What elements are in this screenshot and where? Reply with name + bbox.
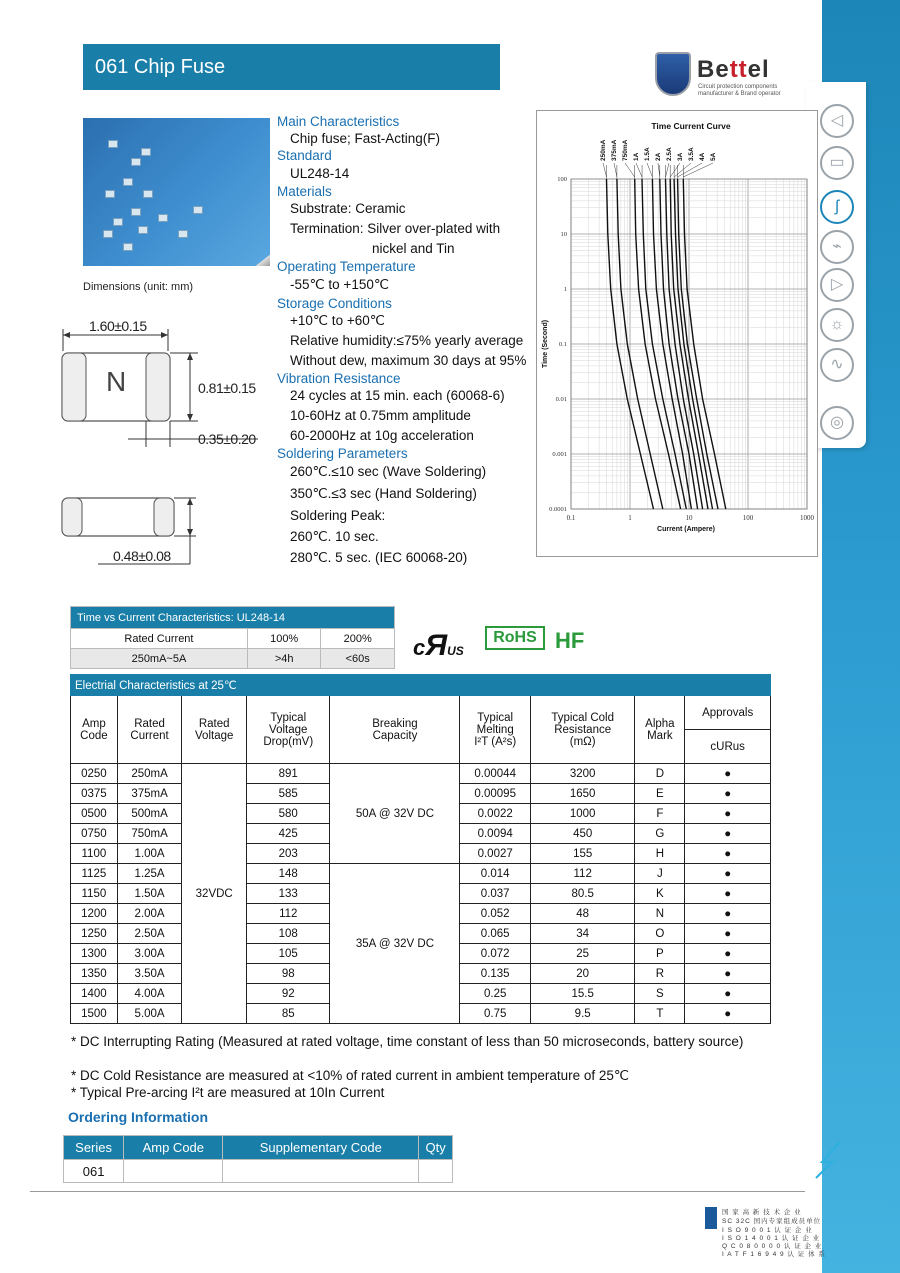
ul-mark-icon: cЯUS [413,629,464,662]
rated-current: 2.00A [117,904,182,924]
elec-header: Rated Voltage [182,696,247,764]
hf-mark: HF [555,628,585,653]
note-3: * Typical Pre-arcing I²t are measured at 10In Current [71,1085,385,1100]
alpha-mark: O [635,924,685,944]
alpha-mark: N [635,904,685,924]
rated-current: 3.00A [117,944,182,964]
voltage-drop: 425 [247,824,330,844]
elec-header: Rated Current [117,696,182,764]
breaking-capacity: 35A @ 32V DC [330,864,460,1024]
rated-voltage: 32VDC [182,764,247,1024]
approval-dot: ● [685,764,771,784]
ordering-cell [223,1160,419,1183]
amp-code: 0500 [71,804,118,824]
rated-current: 500mA [117,804,182,824]
cold-resistance: 112 [530,864,634,884]
dim-width: 0.48±0.08 [113,548,171,564]
spec-heading: Vibration Resistance [277,371,401,386]
y-tick-label: 0.01 [555,396,567,403]
tvc-cell: 250mA~5A [71,649,248,669]
time-vs-current-table [70,606,395,669]
amp-code: 0250 [71,764,118,784]
spec-line: 350℃.≤3 sec (Hand Soldering) [290,486,477,501]
alpha-mark: D [635,764,685,784]
amp-code: 1250 [71,924,118,944]
approval-dot: ● [685,944,771,964]
approval-dot: ● [685,864,771,884]
alpha-mark: E [635,784,685,804]
note-1: * DC Interrupting Rating (Measured at rated voltage, time constant of less than 50 microseconds, battery source) [71,1034,744,1049]
approval-dot: ● [685,1004,771,1024]
ordering-cell [124,1160,223,1183]
alpha-mark: H [635,844,685,864]
thermal-icon[interactable]: ⌁ [820,230,854,264]
cold-resistance: 1650 [530,784,634,804]
voltage-drop: 203 [247,844,330,864]
series-label: 250mA [600,139,607,161]
spec-line: 260℃.≤10 sec (Wave Soldering) [290,464,487,479]
alpha-mark: F [635,804,685,824]
voltage-drop: 85 [247,1004,330,1024]
spec-heading: Operating Temperature [277,259,416,274]
ordering-cell [419,1160,453,1183]
series-label: 1.5A [644,147,651,161]
triangle-icon[interactable]: ◁ [820,104,854,138]
voltage-drop: 585 [247,784,330,804]
alpha-mark: S [635,984,685,1004]
melting-i2t: 0.072 [460,944,531,964]
series-label: 1A [633,152,640,161]
elec-header: Approvals [685,696,771,730]
ordering-header: Supplementary Code [223,1136,419,1160]
tvc-header: Rated Current [71,629,248,649]
elec-header: Alpha Mark [635,696,685,764]
melting-i2t: 0.0027 [460,844,531,864]
ordering-header: Amp Code [124,1136,223,1160]
ordering-table [63,1135,453,1183]
spec-heading: Main Characteristics [277,114,400,129]
tvc-header: 200% [321,629,395,649]
time-current-chart [536,110,818,557]
elec-header: Typical Melting I²T (A²s) [460,696,531,764]
ordering-cell: 061 [64,1160,124,1183]
alpha-mark: K [635,884,685,904]
chip-marking: N [106,366,127,397]
cert-logo-icon [705,1207,717,1229]
series-label-leader [625,163,635,177]
spec-line: 260℃. 10 sec. [290,529,379,544]
voltage-drop: 891 [247,764,330,784]
note-2: * DC Cold Resistance are measured at <10% of rated current in ambient temperature of 25℃ [71,1068,630,1083]
tvc-cell: <60s [321,649,395,669]
rated-current: 1.00A [117,844,182,864]
x-tick-label: 0.1 [566,514,576,522]
approval-dot: ● [685,884,771,904]
voltage-drop: 148 [247,864,330,884]
tvc-cell: >4h [247,649,321,669]
spec-heading: Storage Conditions [277,296,392,311]
cold-resistance: 25 [530,944,634,964]
voltage-drop: 108 [247,924,330,944]
product-photo [83,118,270,266]
dim-height: 0.81±0.15 [198,380,256,396]
fuse-icon[interactable]: ʃ [820,190,854,224]
amp-code: 0375 [71,784,118,804]
amp-code: 1300 [71,944,118,964]
amp-code: 1200 [71,904,118,924]
x-tick-label: 10 [685,514,693,522]
cold-resistance: 9.5 [530,1004,634,1024]
rated-current: 375mA [117,784,182,804]
spec-heading: Materials [277,184,332,199]
breaking-capacity: 50A @ 32V DC [330,764,460,864]
spec-line: Soldering Peak: [290,508,386,523]
x-tick-label: 100 [742,514,754,522]
rohs-mark: RoHS [485,626,545,650]
rated-current: 3.50A [117,964,182,984]
y-tick-label: 100 [557,176,567,183]
series-label-leader [647,163,652,177]
y-tick-label: 0.001 [552,451,567,458]
alpha-mark: G [635,824,685,844]
elec-header: Typical Cold Resistance (mΩ) [530,696,634,764]
elec-title: Electrial Characteristics at 25℃ [71,675,771,696]
voltage-drop: 133 [247,884,330,904]
spec-line: Chip fuse; Fast-Acting(F) [290,131,441,146]
pen-tip [227,208,270,266]
melting-i2t: 0.00044 [460,764,531,784]
melting-i2t: 0.25 [460,984,531,1004]
approval-dot: ● [685,844,771,864]
cert-line: I A T F 1 6 9 4 9 认 证 体 系 [722,1251,826,1258]
page-title: 061 Chip Fuse [83,44,500,90]
alpha-mark: J [635,864,685,884]
approval-dot: ● [685,924,771,944]
series-label-leader [636,163,642,177]
series-label-leader [666,163,669,177]
chart-title: Time Current Curve [651,121,731,131]
approval-dot: ● [685,984,771,1004]
rated-current: 5.00A [117,1004,182,1024]
melting-i2t: 0.0022 [460,804,531,824]
cold-resistance: 450 [530,824,634,844]
elec-header: Typical Voltage Drop(mV) [247,696,330,764]
series-label-leader [603,163,607,177]
spec-line: 24 cycles at 15 min. each (60068-6) [290,388,505,403]
spec-line: 280℃. 5 sec. (IEC 60068-20) [290,550,468,565]
cold-resistance: 1000 [530,804,634,824]
specs-list [277,114,535,569]
series-label: 2A [655,152,662,161]
cert-line: 国 家 高 新 技 术 企 业 [722,1209,802,1216]
cold-resistance: 3200 [530,764,634,784]
series-label: 3.5A [688,147,695,161]
rated-current: 2.50A [117,924,182,944]
book-icon[interactable]: ▭ [820,146,854,180]
cold-resistance: 34 [530,924,634,944]
alpha-mark: T [635,1004,685,1024]
tvc-title: Time vs Current Characteristics: UL248-14 [71,607,395,629]
globe-icon[interactable]: ◎ [820,406,854,440]
spec-line: nickel and Tin [372,241,455,256]
voltage-drop: 105 [247,944,330,964]
approval-dot: ● [685,824,771,844]
y-tick-label: 10 [560,231,567,238]
voltage-drop: 580 [247,804,330,824]
spec-line: UL248-14 [290,166,350,181]
brand-tagline: manufacturer & Brand operator [698,91,781,97]
melting-i2t: 0.014 [460,864,531,884]
spec-line: Termination: Silver over-plated with [290,221,501,236]
cold-resistance: 155 [530,844,634,864]
footer-divider [30,1191,805,1192]
spec-line: 60-2000Hz at 10g acceleration [290,428,474,443]
series-label: 3A [677,152,684,161]
spec-line: Without dew, maximum 30 days at 95% [290,353,527,368]
spec-line: Relative humidity:≤75% yearly average [290,333,524,348]
y-axis-label: Time (Second) [542,319,549,369]
lightning-icon [812,1140,842,1180]
amp-code: 1125 [71,864,118,884]
approval-dot: ● [685,964,771,984]
voltage-drop: 98 [247,964,330,984]
rated-current: 750mA [117,824,182,844]
cold-resistance: 80.5 [530,884,634,904]
voltage-drop: 92 [247,984,330,1004]
melting-i2t: 0.037 [460,884,531,904]
amp-code: 1400 [71,984,118,1004]
spec-heading: Soldering Parameters [277,446,408,461]
series-label: 4A [699,152,706,161]
cold-resistance: 15.5 [530,984,634,1004]
dimensions-label: Dimensions (unit: mm) [83,281,194,293]
x-axis-label: Current (Ampere) [657,526,715,533]
cert-line: I S O 9 0 0 1 认 证 企 业 [722,1227,813,1234]
tvc-header: 100% [247,629,321,649]
elec-header: Breaking Capacity [330,696,460,764]
series-label: 375mA [611,139,618,161]
electrical-characteristics-table [70,674,771,1024]
x-tick-label: 1000 [800,514,814,522]
ordering-header: Qty [419,1136,453,1160]
cold-resistance: 20 [530,964,634,984]
spec-heading: Standard [277,148,332,163]
spec-line: Substrate: Ceramic [290,201,406,216]
rated-current: 4.00A [117,984,182,1004]
melting-i2t: 0.00095 [460,784,531,804]
amp-code: 1100 [71,844,118,864]
melting-i2t: 0.75 [460,1004,531,1024]
series-label: 2.5A [666,147,673,161]
spec-line: +10℃ to +60℃ [290,313,385,328]
dim-terminal: 0.35±0.20 [198,431,256,447]
table-row [71,764,771,784]
table-row [71,864,771,884]
rated-current: 250mA [117,764,182,784]
brand-logo: Bettel [697,56,770,83]
y-tick-label: 0.1 [558,341,567,348]
cert-line: Q C 0 8 0 0 0 0 认 证 企 业 [722,1243,823,1250]
elec-header: cURus [685,730,771,764]
amp-code: 0750 [71,824,118,844]
amp-code: 1150 [71,884,118,904]
ordering-title: Ordering Information [68,1109,208,1125]
approval-dot: ● [685,804,771,824]
brand-shield-icon [655,52,691,96]
series-label-leader [674,163,691,177]
chart-svg [537,111,817,556]
lamp-icon[interactable]: ☼ [820,308,854,342]
spec-line: -55℃ to +150℃ [290,277,390,292]
approval-dot: ● [685,904,771,924]
alpha-mark: P [635,944,685,964]
amp-code: 1350 [71,964,118,984]
cert-line: SC 32C 国内专家组成员单位 [722,1218,822,1225]
alpha-mark: R [635,964,685,984]
y-tick-label: 1 [563,286,567,293]
melting-i2t: 0.0094 [460,824,531,844]
series-label: 5A [710,152,717,161]
series-label-leader [670,163,680,177]
spec-line: 10-60Hz at 0.75mm amplitude [290,408,471,423]
series-label-leader [614,163,617,177]
series-label: 750mA [622,139,629,161]
y-tick-label: 0.0001 [549,506,567,513]
melting-i2t: 0.052 [460,904,531,924]
amp-code: 1500 [71,1004,118,1024]
rated-current: 1.25A [117,864,182,884]
cert-line: I S O 1 4 0 0 1 认 证 企 业 [722,1235,821,1242]
approval-dot: ● [685,784,771,804]
coil-icon[interactable]: ∿ [820,348,854,382]
brand-tagline: Circuit protection components [698,84,778,90]
melting-i2t: 0.135 [460,964,531,984]
dim-length: 1.60±0.15 [89,318,147,334]
rated-current: 1.50A [117,884,182,904]
series-label-leader [658,163,660,177]
x-tick-label: 1 [628,514,632,522]
cold-resistance: 48 [530,904,634,924]
ordering-header: Series [64,1136,124,1160]
melting-i2t: 0.065 [460,924,531,944]
switch-icon[interactable]: ▷ [820,268,854,302]
voltage-drop: 112 [247,904,330,924]
elec-header: Amp Code [71,696,118,764]
